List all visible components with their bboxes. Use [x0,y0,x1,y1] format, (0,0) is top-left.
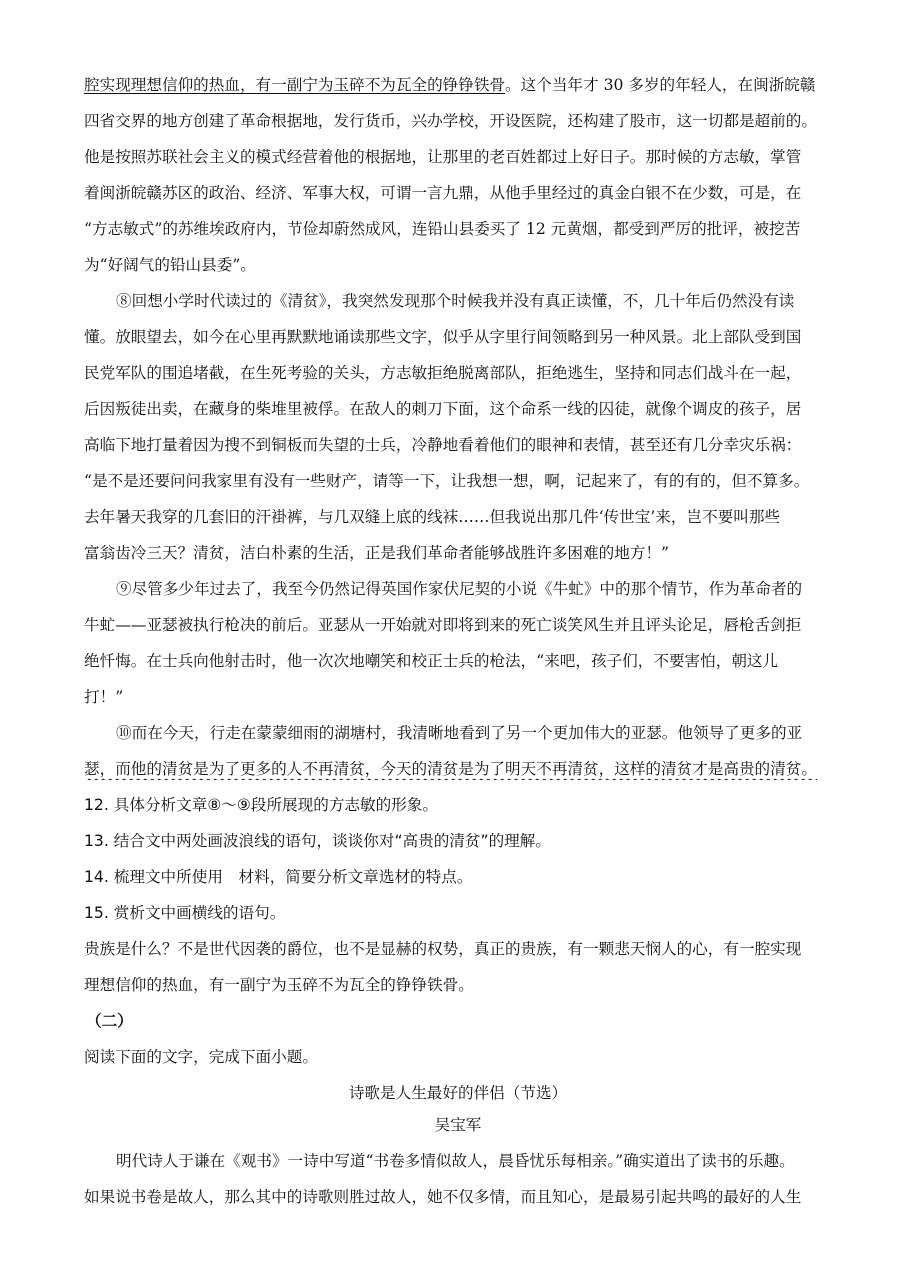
section-heading: （二） [86,1012,133,1030]
paragraph-9-line: 打！” [84,688,124,706]
passage-line: 他是按照苏联社会主义的模式经营着他的根据地，让那里的老百姓都过上好日子。那时候的方志敏，掌管 [84,148,802,166]
paragraph-8-line: 去年暑天我穿的几套旧的汗褂裤，与几双缝上底的线袜……但我说出那几件‘传世宝’来，岂不要叫那些 [84,508,781,526]
paragraph-8-line: 高临下地打量着因为搜不到铜板而失望的士兵，冷静地看着他们的眼神和表情，甚至还有几分幸灾乐祸： [84,436,802,454]
paragraph-9-line: 绝忏悔。在士兵向他射击时，他一次次地嘲笑和校正士兵的枪法，“来吧，孩子们，不要害怕，朝这儿 [84,652,779,670]
passage-line: 着闽浙皖赣苏区的政治、经济、军事大权，可谓一言九鼎，从他手里经过的真金白银不在少数，可是，在 [84,184,802,202]
question-12: 12. 具体分析文章⑧～⑨段所展现的方志敏的形象。 [84,796,438,814]
paragraph-9-line: ⑨尽管多少年过去了，我至今仍然记得英国作家伏尼契的小说《牛虻》中的那个情节，作为革命者的 [116,580,803,598]
passage-line: 为“好阔气的铅山县委”。 [84,256,256,274]
wavy-underlined-sentence: 瑟，而他的清贫是为了更多的人不再清贫，今天的清贫是为了明天不再清贫，这样的清贫才是高贵的清贫。 [84,760,817,778]
paragraph-8-line: ⑧回想小学时代读过的《清贫》，我突然发现那个时候我并没有真正读懂，不，几十年后仍然没有读 [116,292,795,310]
paragraph-8-line: 懂。放眼望去，如今在心里再默默地诵读那些文字，似乎从字里行间领略到另一种风景。北上部队受到国 [84,328,802,346]
passage-line: 四省交界的地方创建了革命根据地，发行货币，兴办学校，开设医院，还构建了股市，这一切都是超前的。 [84,112,817,130]
question-13: 13. 结合文中两处画波浪线的语句，谈谈你对“高贵的清贫”的理解。 [84,832,551,850]
section-instruction: 阅读下面的文字，完成下面小题。 [84,1048,318,1066]
article-author: 吴宝军 [434,1116,482,1134]
paragraph-8-line: 后因叛徒出卖，在藏身的柴堆里被俘。在敌人的刺刀下面，这个命系一线的囚徒，就像个调皮的孩子，居 [84,400,802,418]
quoted-sentence-line: 贵族是什么？不是世代因袭的爵位，也不是显赫的权势，真正的贵族，有一颗悲天悯人的心，有一腔实现 [84,940,802,958]
passage-text: 。这个当年才 30 多岁的年轻人，在闽浙皖赣 [505,76,816,94]
article-body-line: 明代诗人于谦在《观书》一诗中写道“书卷多情似故人，晨昏忧乐每相亲。”确实道出了读书的乐趣。 [116,1152,795,1170]
question-14: 14. 梳理文中所使用 材料，简要分析文章选材的特点。 [84,868,473,886]
article-body-line: 如果说书卷是故人，那么其中的诗歌则胜过故人，她不仅多情，而且知心，是最易引起共鸣的最好的人生 [84,1188,802,1206]
paragraph-9-line: 牛虻——亚瑟被执行枪决的前后。亚瑟从一开始就对即将到来的死亡谈笑风生并且评头论足，唇枪舌剑拒 [84,616,802,634]
quoted-sentence-line: 理想信仰的热血，有一副宁为玉碎不为瓦全的铮铮铁骨。 [84,976,474,994]
paragraph-10-wavy-line [84,758,832,780]
underlined-sentence: 腔实现理想信仰的热血，有一副宁为玉碎不为瓦全的铮铮铁骨 [84,76,506,94]
paragraph-8-line: 富翁齿冷三天？清贫，洁白朴素的生活，正是我们革命者能够战胜许多困难的地方！” [84,544,669,562]
passage-line [84,74,832,96]
paragraph-8-line: 民党军队的围追堵截，在生死考验的关头，方志敏拒绝脱离部队，拒绝逃生，坚持和同志们战斗在一起， [84,364,802,382]
question-15: 15. 赏析文中画横线的语句。 [84,904,286,922]
paragraph-8-line: “是不是还要问问我家里有没有一些财产，请等一下，让我想一想，啊，记起来了，有的有的，但不算多。 [84,472,810,490]
article-title: 诗歌是人生最好的伴侣（节选） [348,1084,568,1102]
passage-line: “方志敏式”的苏维埃政府内，节俭却蔚然成风，连铅山县委买了 12 元黄烟，都受到严厉的批评，被挖苦 [84,220,801,238]
paragraph-10-line: ⑩而在今天，行走在蒙蒙细雨的湖塘村，我清晰地看到了另一个更加伟大的亚瑟。他领导了更多的亚 [116,724,803,742]
